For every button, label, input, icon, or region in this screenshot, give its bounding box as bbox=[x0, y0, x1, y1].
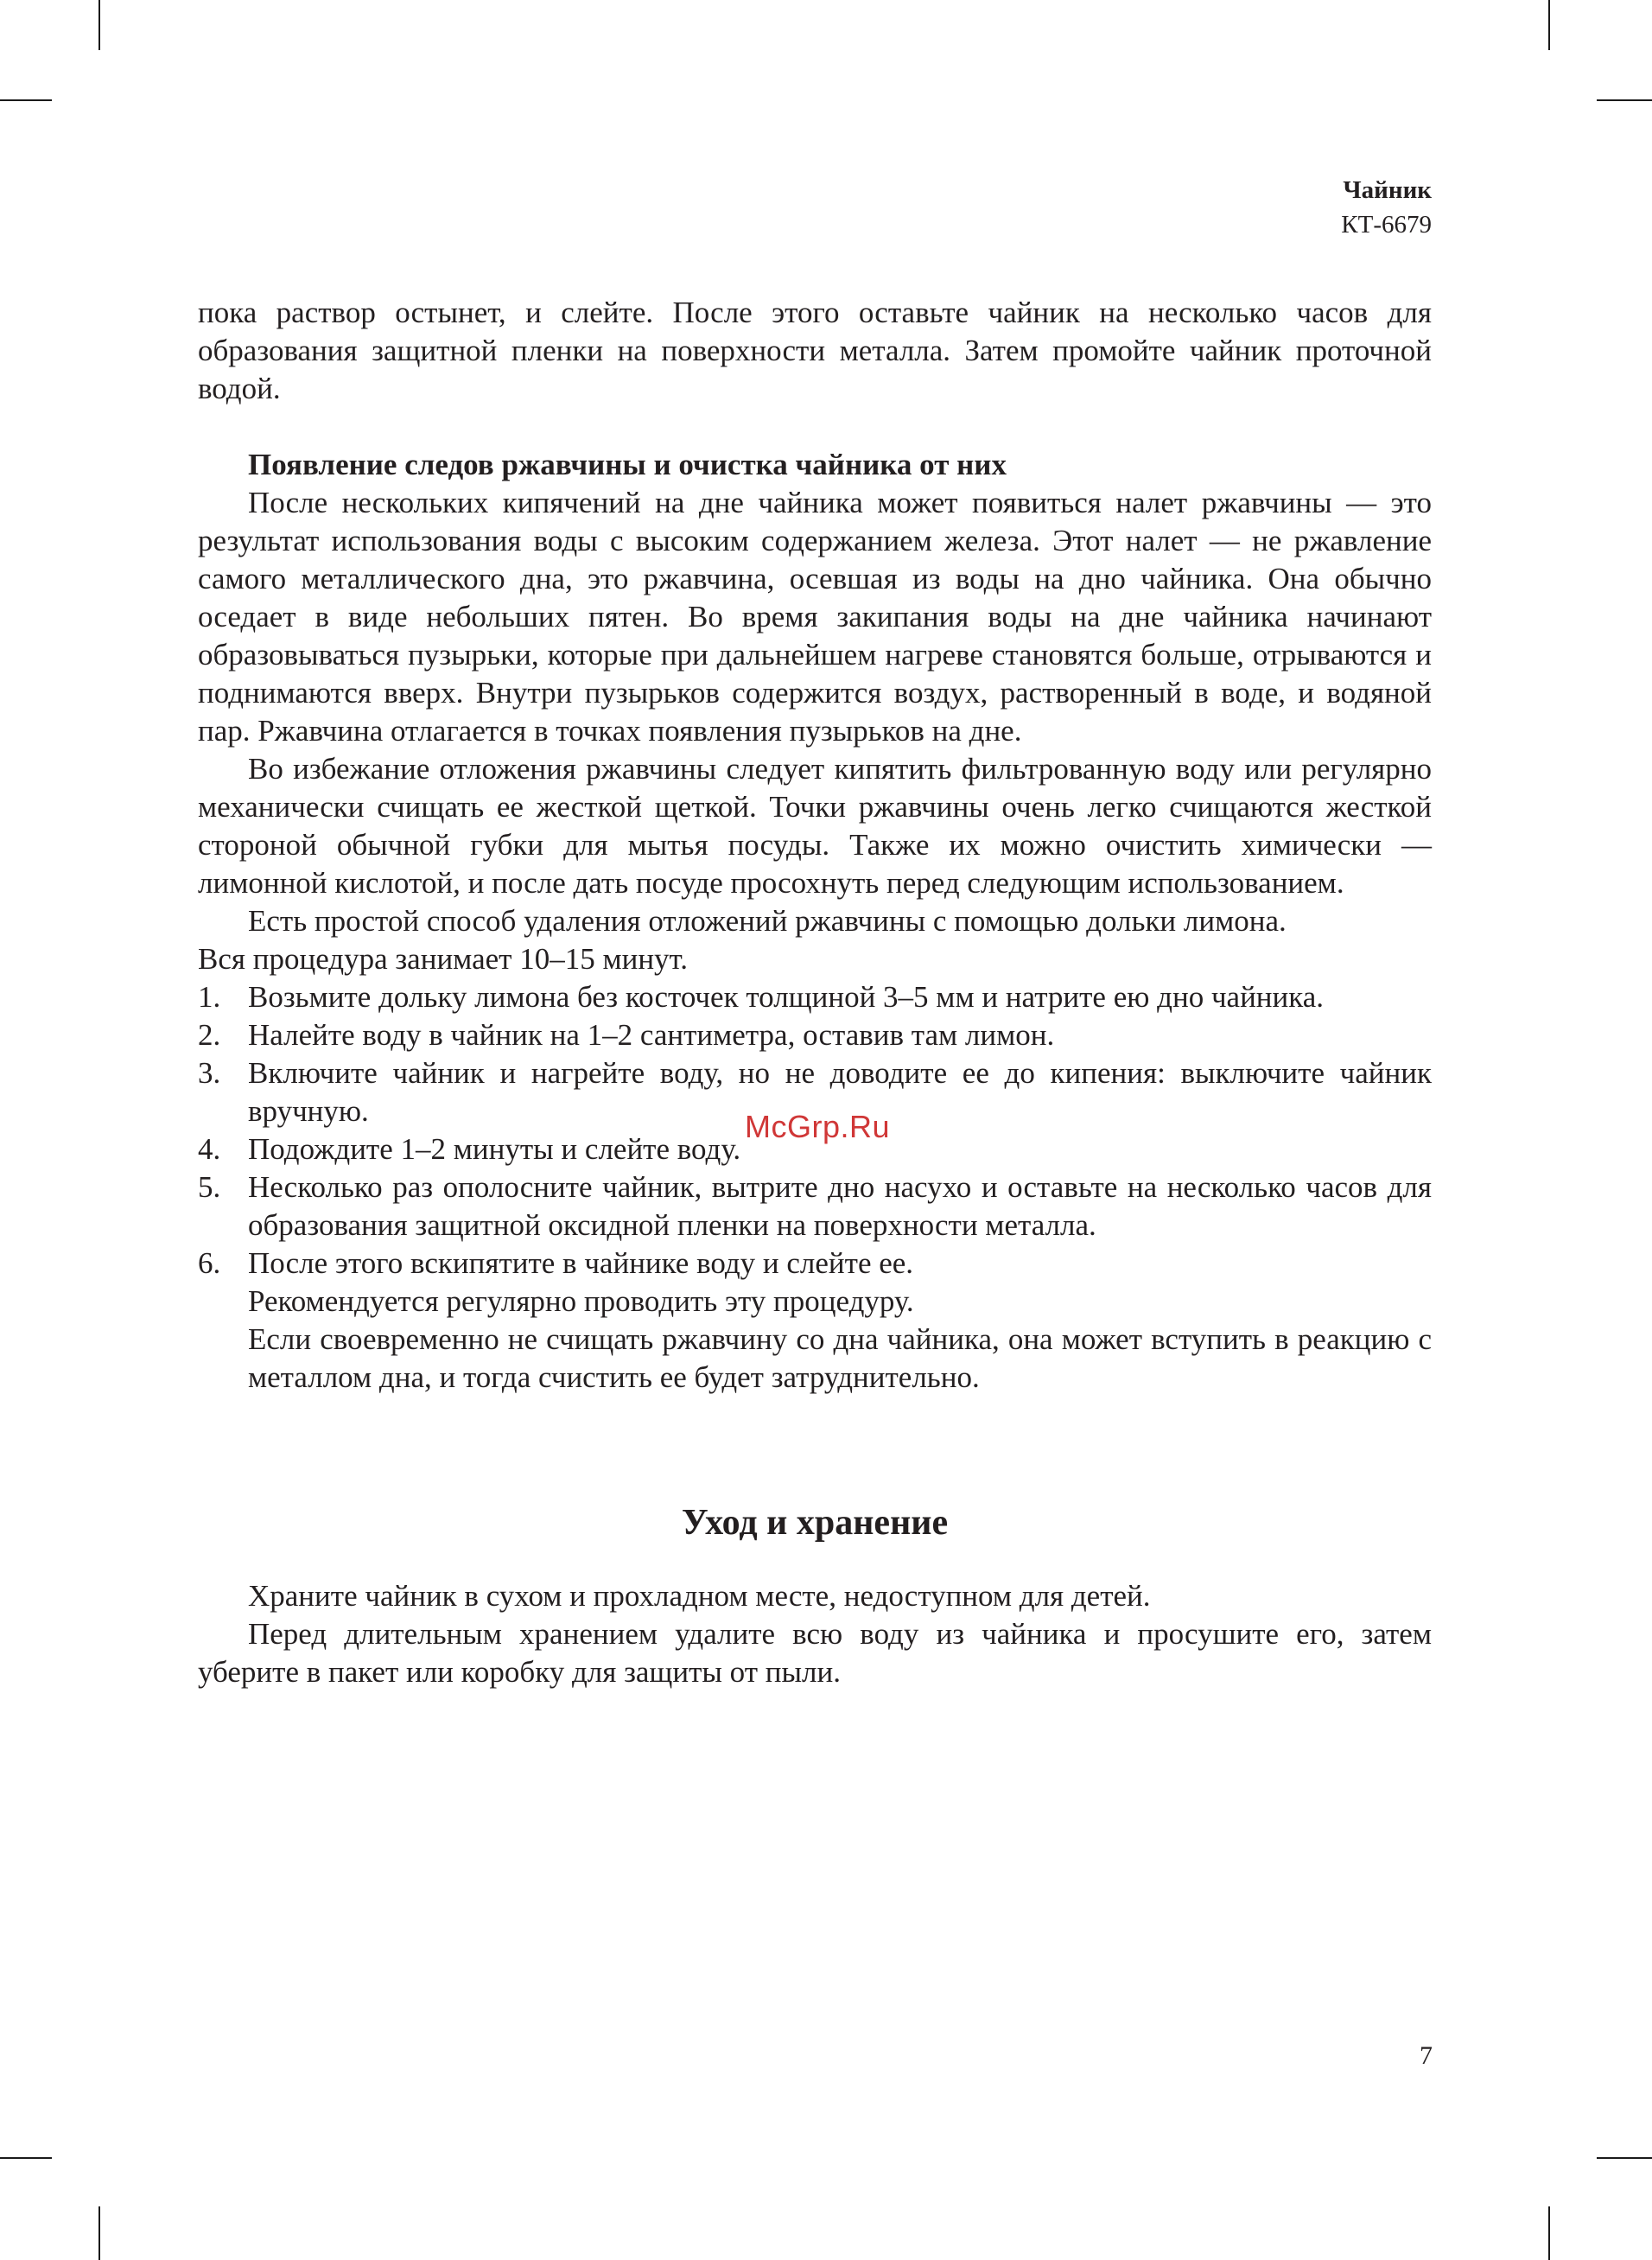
crop-mark-top-left-horizontal bbox=[0, 99, 52, 101]
step-text: Налейте воду в чайник на 1–2 сантиметра, оставив там лимон. bbox=[248, 1018, 1055, 1052]
crop-mark-bottom-right-horizontal bbox=[1597, 2157, 1652, 2159]
rust-paragraph: Есть простой способ удаления отложений ржавчины с помощью дольки лимона. bbox=[248, 904, 1287, 938]
page-content bbox=[198, 294, 1432, 1691]
step-text: Возьмите дольку лимона без косточек толщиной 3–5 мм и натрите ею дно чайника. bbox=[248, 980, 1325, 1014]
procedure-step bbox=[198, 978, 1432, 1016]
step-text: Подождите 1–2 минуты и слейте воду. bbox=[248, 1132, 741, 1166]
step-text: Несколько раз ополосните чайник, вытрите дно насухо и оставьте на несколько часов для образования защитной оксидной пленки на поверхности металла. bbox=[248, 1170, 1432, 1242]
header-product-name: Чайник bbox=[1343, 176, 1432, 204]
step-number: 1. bbox=[198, 980, 221, 1014]
procedure-step bbox=[198, 1016, 1432, 1054]
step-number: 6. bbox=[198, 1246, 221, 1280]
crop-mark-bottom-right bbox=[1548, 2206, 1550, 2260]
procedure-follow-up: Рекомендуется регулярно проводить эту процедуру. bbox=[248, 1284, 914, 1318]
crop-mark-top-left bbox=[98, 0, 100, 50]
procedure-step bbox=[198, 1168, 1432, 1245]
crop-mark-top-right-horizontal bbox=[1597, 99, 1652, 101]
running-header bbox=[1341, 173, 1432, 242]
crop-mark-top-right bbox=[1548, 0, 1550, 50]
rust-section-heading: Появление следов ржавчины и очистка чайника от них bbox=[248, 448, 1007, 481]
care-section-title: Уход и хранение bbox=[681, 1503, 949, 1543]
step-text: Включите чайник и нагрейте воду, но не доводите ее до кипения: выключите чайник вручную. bbox=[248, 1056, 1432, 1128]
procedure-follow-up: Если своевременно не счищать ржавчину со дна чайника, она может вступить в реакцию с металлом дна, и тогда счистить ее будет затруднительно. bbox=[248, 1322, 1432, 1394]
step-number: 4. bbox=[198, 1132, 221, 1166]
step-number: 2. bbox=[198, 1018, 221, 1052]
crop-mark-bottom-left-horizontal bbox=[0, 2157, 52, 2159]
intro-paragraph: пока раствор остынет, и слейте. После этого оставьте чайник на несколько часов для образования защитной пленки на поверхности металла. Затем промойте чайник проточной водой. bbox=[198, 296, 1432, 405]
page-number: 7 bbox=[1420, 2041, 1433, 2070]
watermark: McGrp.Ru bbox=[745, 1109, 891, 1144]
procedure-step bbox=[198, 1245, 1432, 1283]
step-text: После этого вскипятите в чайнике воду и слейте ее. bbox=[248, 1246, 914, 1280]
header-model-number: КТ-6679 bbox=[1341, 211, 1432, 239]
rust-paragraph: После нескольких кипячений на дне чайника может появиться налет ржавчины — это результат использования воды с высоким содержанием железа. Этот налет — не ржавление самого металлического дна, это ржавчина, осевшая из воды на дно чайника. Она обычно оседает в виде небольших пятен. Во время закипания воды на дне чайника начинают образовываться пузырьки, которые при дальнейшем нагреве становятся больше, отрываются и поднимаются вверх. Внутри пузырьков содержится воздух, растворенный в воде, и водяной пар. Ржавчина отлагается в точках появления пузырьков на дне. bbox=[198, 486, 1432, 748]
crop-mark-bottom-left bbox=[98, 2206, 100, 2260]
step-number: 5. bbox=[198, 1170, 221, 1204]
step-number: 3. bbox=[198, 1056, 221, 1090]
rust-paragraph: Во избежание отложения ржавчины следует кипятить фильтрованную воду или регулярно механически счищать ее жесткой щеткой. Точки ржавчины очень легко счищаются жесткой стороной обычной губки для мытья посуды. Также их можно очистить химически — лимонной кислотой, и после дать посуде просохнуть перед следующим использованием. bbox=[198, 752, 1432, 900]
care-paragraph: Перед длительным хранением удалите всю воду из чайника и просушите его, затем уберите в пакет или коробку для защиты от пыли. bbox=[198, 1617, 1432, 1689]
care-paragraph: Храните чайник в сухом и прохладном месте, недоступном для детей. bbox=[248, 1579, 1151, 1613]
procedure-duration-note: Вся процедура занимает 10–15 минут. bbox=[198, 942, 688, 976]
